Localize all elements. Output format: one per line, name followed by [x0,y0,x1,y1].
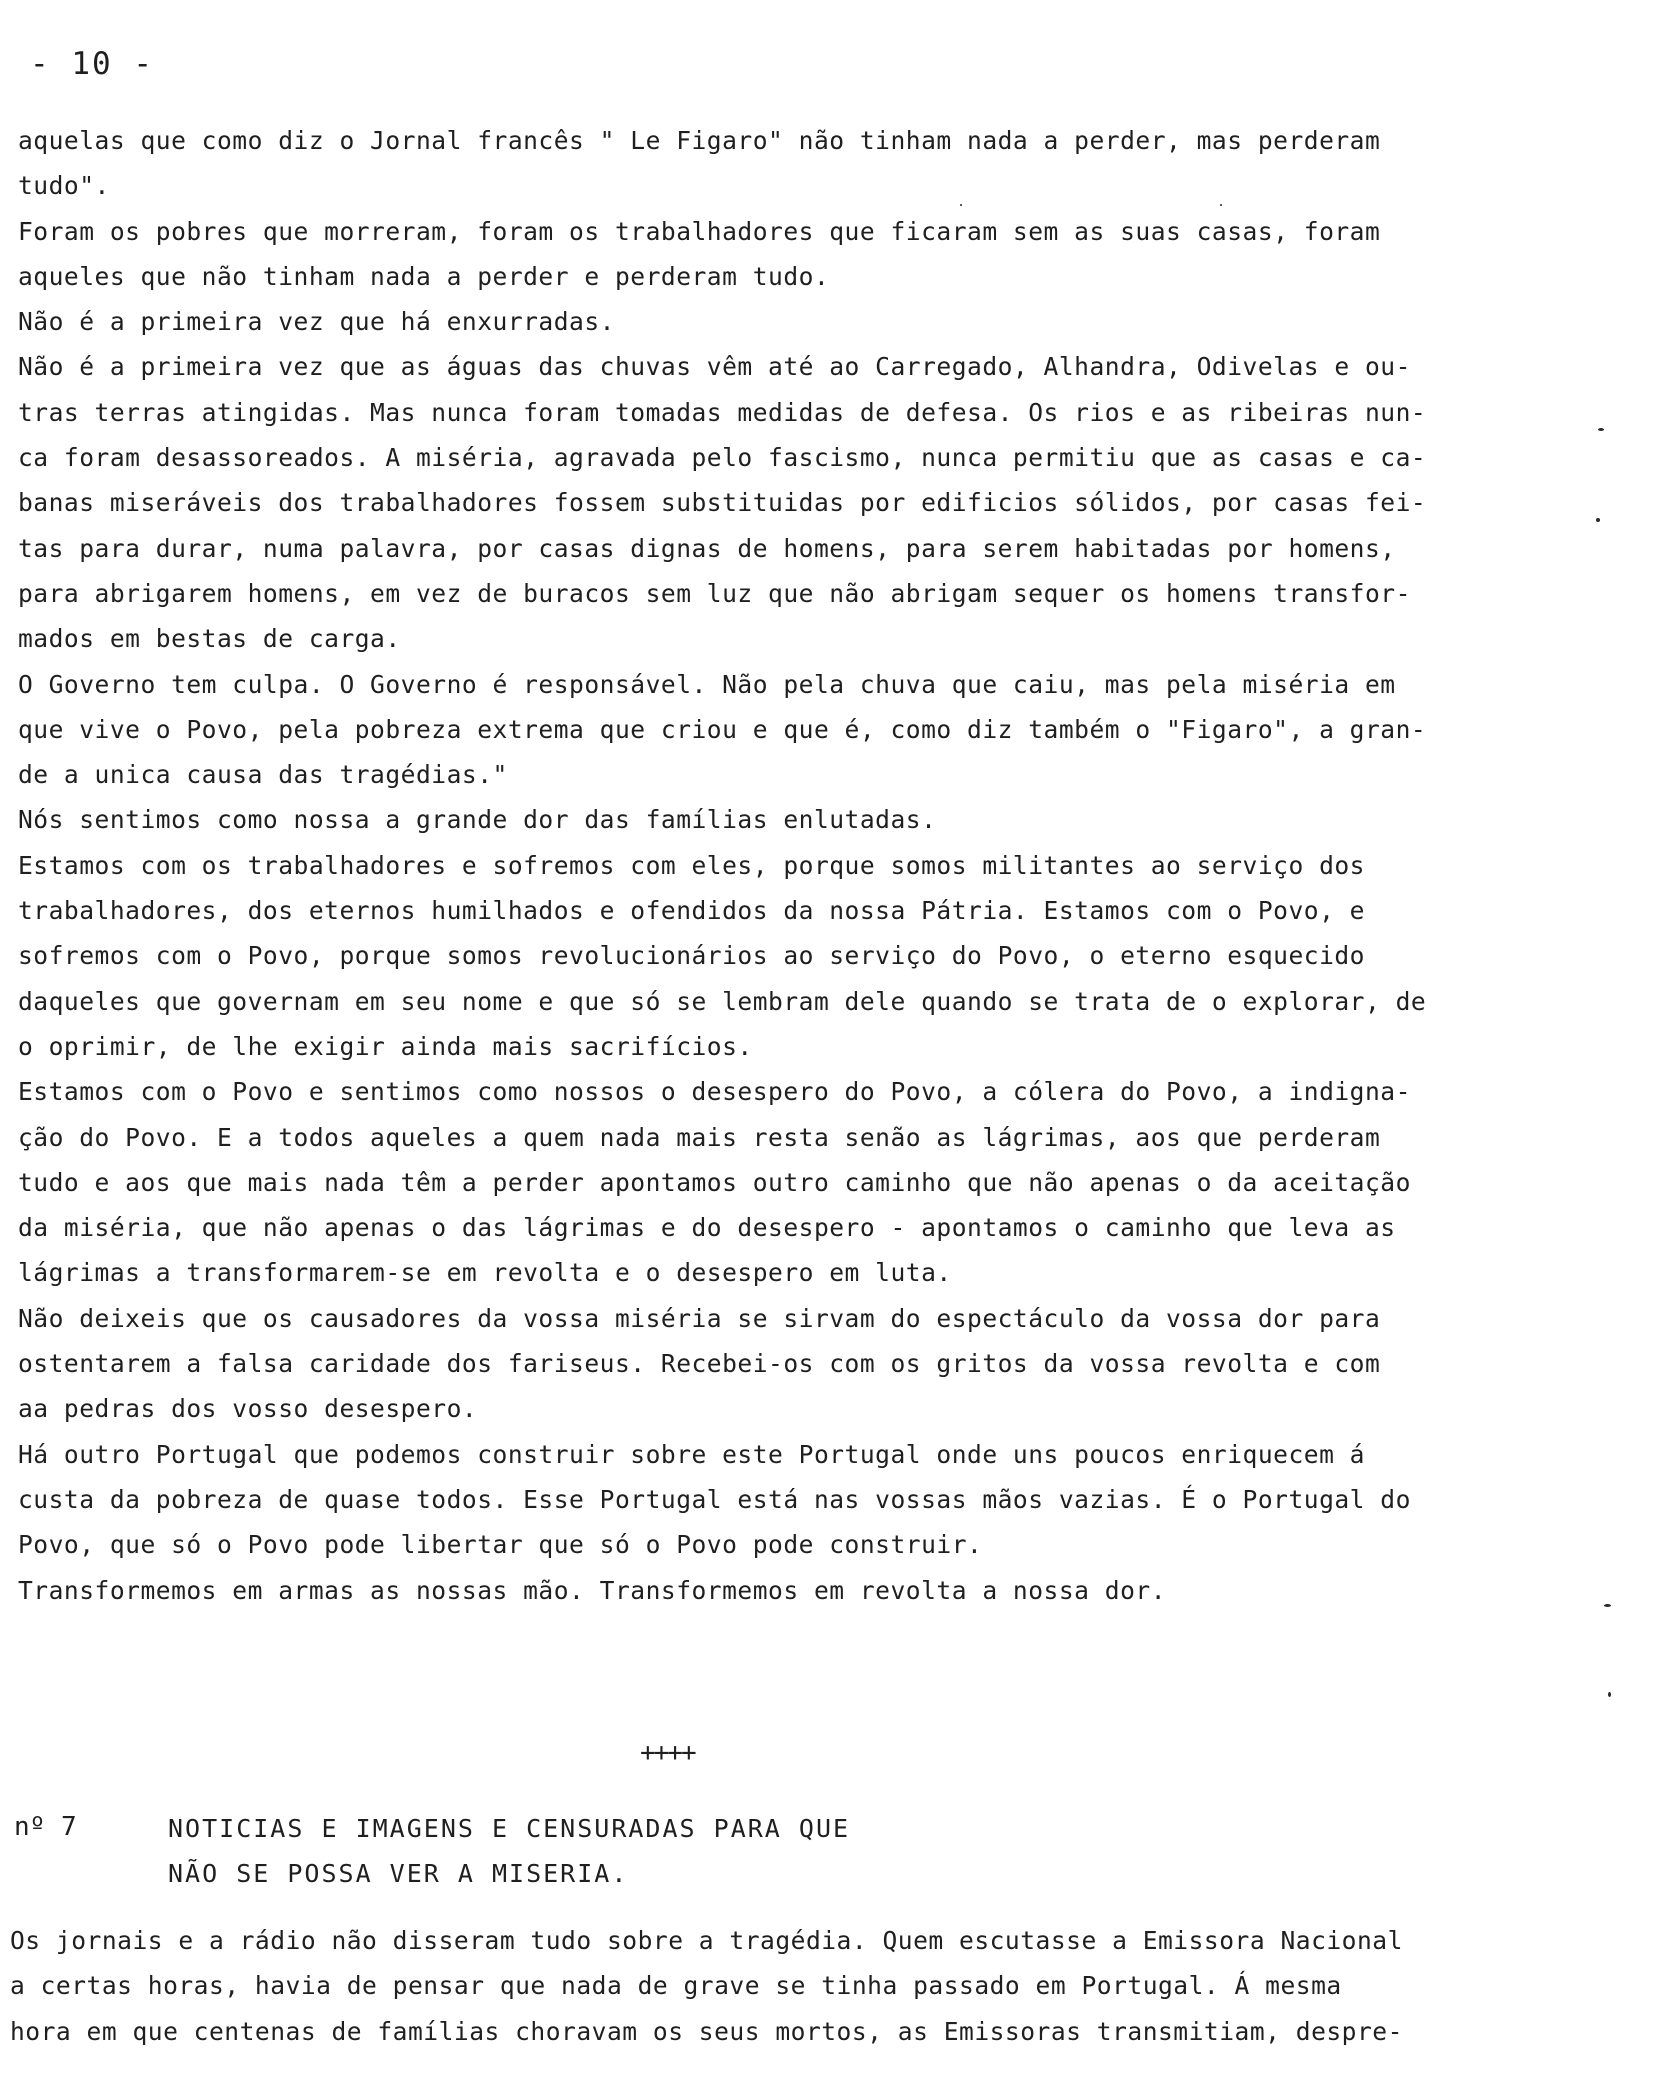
body-text [18,118,1478,1613]
section-title-line: NOTICIAS E IMAGENS E CENSURADAS PARA QUE [168,1814,851,1843]
section-title-line: NÃO SE POSSA VER A MISERIA. [168,1859,629,1888]
scan-speck [960,204,962,206]
text-line: aa pedras dos vosso desespero. [18,1394,478,1424]
text-line: da miséria, que não apenas o das lágrimas e do desespero - apontamos o caminho que leva as [18,1213,1396,1243]
scan-speck [1608,1692,1611,1697]
text-line: lágrimas a transformarem-se em revolta e o desespero em luta. [18,1258,952,1288]
text-line: ca foram desassoreados. A miséria, agravada pelo fascismo, nunca permitiu que as casas e ca- [18,443,1427,473]
scan-speck [1604,1604,1611,1607]
text-line: banas miseráveis dos trabalhadores fossem substituidas por edificios sólidos, por casas fei- [18,488,1427,518]
text-line: de a unica causa das tragédias." [18,760,508,790]
text-line: o oprimir, de lhe exigir ainda mais sacrifícios. [18,1031,753,1061]
text-line: ção do Povo. E a todos aqueles a quem nada mais resta senão as lágrimas, aos que perderam [18,1122,1381,1152]
text-line: Não é a primeira vez que há enxurradas. [18,307,615,337]
scan-speck [1220,204,1222,206]
text-line: que vive o Povo, pela pobreza extrema que criou e que é, como diz também o "Figaro", a gran- [18,714,1427,744]
text-line: tudo e aos que mais nada têm a perder apontamos outro caminho que não apenas o da aceitação [18,1167,1411,1197]
section-number: nº 7 [14,1812,77,1842]
text-line: aqueles que não tinham nada a perder e perderam tudo. [18,261,830,291]
page-number: - 10 - [30,46,154,82]
text-line: Transformemos em armas as nossas mão. Transformemos em revolta a nossa dor. [18,1575,1167,1605]
text-line: Foram os pobres que morreram, foram os trabalhadores que ficaram sem as suas casas, foram [18,216,1381,246]
text-line: hora em que centenas de famílias choravam os seus mortos, as Emissoras transmitiam, despre- [10,2016,1403,2046]
text-line: aquelas que como diz o Jornal francês " Le Figaro" não tinham nada a perder, mas perderam [18,126,1381,155]
text-line: ostentarem a falsa caridade dos fariseus. Recebei-os com os gritos da vossa revolta e com [18,1349,1381,1379]
text-line: trabalhadores, dos eternos humilhados e ofendidos da nossa Pátria. Estamos com o Povo, e [18,896,1365,926]
text-line: mados em bestas de carga. [18,624,401,654]
section-divider: ++++ [640,1738,695,1768]
text-line: custa da pobreza de quase todos. Esse Portugal está nas vossas mãos vazias. É o Portugal do [18,1484,1411,1514]
text-line: Há outro Portugal que podemos construir sobre este Portugal onde uns poucos enriquecem á [18,1439,1365,1469]
text-line: a certas horas, havia de pensar que nada de grave se tinha passado em Portugal. Á mesma [10,1971,1342,2001]
scan-speck [1596,518,1600,522]
text-line: tras terras atingidas. Mas nunca foram tomadas medidas de defesa. Os rios e as ribeiras nun- [18,397,1427,427]
section-title [168,1806,850,1896]
text-line: Não é a primeira vez que as águas das chuvas vêm até ao Carregado, Alhandra, Odivelas e ou- [18,352,1411,382]
text-line: daqueles que governam em seu nome e que só se lembram dele quando se trata de o explorar, de [18,986,1427,1016]
text-line: Os jornais e a rádio não disseram tudo sobre a tragédia. Quem escutasse a Emissora Nacional [10,1926,1403,1955]
text-line: Estamos com os trabalhadores e sofremos com eles, porque somos militantes ao serviço dos [18,850,1365,880]
scan-speck [1598,428,1604,431]
text-line: Nós sentimos como nossa a grande dor das famílias enlutadas. [18,805,937,835]
text-line: Não deixeis que os causadores da vossa miséria se sirvam do espectáculo da vossa dor para [18,1303,1381,1333]
text-line: para abrigarem homens, em vez de buracos sem luz que não abrigam sequer os homens transfor- [18,578,1411,608]
text-line: O Governo tem culpa. O Governo é responsável. Não pela chuva que caiu, mas pela miséria em [18,669,1396,699]
text-line: Povo, que só o Povo pode libertar que só o Povo pode construir. [18,1530,983,1560]
text-line: Estamos com o Povo e sentimos como nossos o desespero do Povo, a cólera do Povo, a indigna- [18,1077,1411,1107]
text-line: tudo". [18,171,110,201]
section-text [10,1918,1470,2054]
text-line: tas para durar, numa palavra, por casas dignas de homens, para serem habitadas por homens, [18,533,1396,563]
text-line: sofremos com o Povo, porque somos revolucionários ao serviço do Povo, o eterno esquecido [18,941,1365,971]
